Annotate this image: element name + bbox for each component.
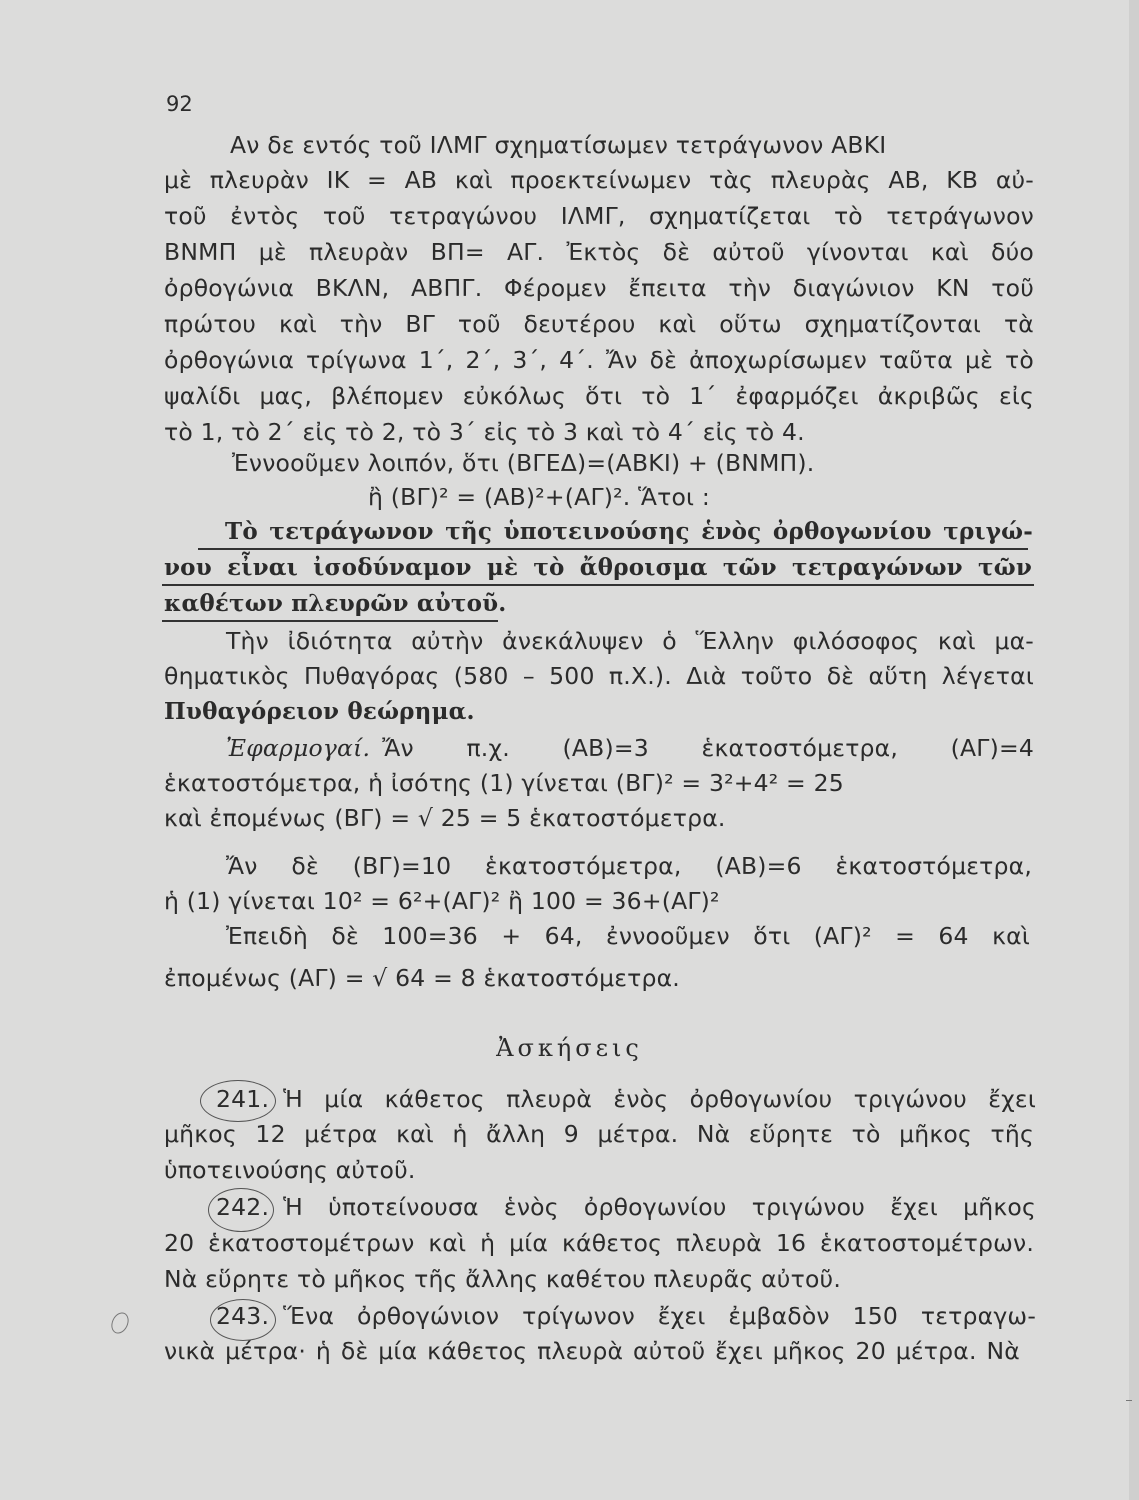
page-edge: [1129, 0, 1139, 1500]
text-line: πρώτου καὶ τὴν ΒΓ τοῦ δευτέρου καὶ οὕτω σχηματίζονται τὰ: [164, 310, 1034, 338]
exercise-text: Νὰ εὕρητε τὸ μῆκος τῆς ἄλλης καθέτου πλευρᾶς αὐτοῦ.: [164, 1265, 841, 1293]
exercise-text: μῆκος 12 μέτρα καὶ ἡ ἄλλη 9 μέτρα. Νὰ εὕρητε τὸ μῆκος τῆς: [164, 1120, 1034, 1148]
page-tick-mark: [1126, 1400, 1132, 1401]
exercise-243: [216, 1302, 1036, 1330]
text-line: Ἄν δὲ (ΒΓ)=10 ἑκατοστόμετρα, (ΑΒ)=6 ἑκατοστόμετρα,: [226, 852, 1032, 880]
exercise-text: ὑποτεινούσης αὐτοῦ.: [164, 1156, 416, 1184]
text-line: τοῦ ἐντὸς τοῦ τετραγώνου ΙΛΜΓ, σχηματίζεται τὸ τετράγωνον: [164, 202, 1034, 230]
text-line: ψαλίδι μας, βλέπομεν εὐκόλως ὅτι τὸ 1´ ἐφαρμόζει ἀκριβῶς εἰς: [164, 382, 1034, 410]
equation-line: ἢ (ΒΓ)² = (ΑΒ)²+(ΑΓ)². Ἅτοι :: [368, 483, 710, 511]
exercise-text: Ἡ ὑποτείνουσα ἑνὸς ὀρθογωνίου τριγώνου ἔχει μῆκος: [283, 1193, 1036, 1221]
text-line: ΒΝΜΠ μὲ πλευρὰν ΒΠ= ΑΓ. Ἐκτὸς δὲ αὐτοῦ γίνονται καὶ δύο: [164, 238, 1034, 266]
theorem-line: καθέτων πλευρῶν αὐτοῦ.: [164, 590, 507, 617]
text-line: ἑκατοστόμετρα, ἡ ἰσότης (1) γίνεται (ΒΓ)² = 3²+4² = 25: [164, 769, 844, 797]
exercise-text: 20 ἑκατοστομέτρων καὶ ἡ μία κάθετος πλευρὰ 16 ἑκατοστομέτρων.: [164, 1229, 1034, 1257]
theorem-line: νου εἶναι ἰσοδύναμον μὲ τὸ ἄθροισμα τῶν τετραγώνων τῶν: [164, 554, 1032, 581]
text-line: Αν δε εντός τοῦ ΙΛΜΓ σχηματίσωμεν τετράγωνον ΑΒΚΙ: [230, 131, 887, 159]
text-line: ἐπομένως (ΑΓ) = √ 64 = 8 ἑκατοστόμετρα.: [164, 964, 680, 992]
theorem-underline: [198, 548, 1028, 550]
text-line: ὀρθογώνια ΒΚΛΝ, ΑΒΠΓ. Φέρομεν ἔπειτα τὴν διαγώνιον ΚΝ τοῦ: [164, 274, 1034, 302]
text-line: τὸ 1, τὸ 2´ εἰς τὸ 2, τὸ 3´ εἰς τὸ 3 καὶ τὸ 4´ εἰς τὸ 4.: [164, 418, 805, 446]
theorem-underline: [162, 620, 498, 622]
applications-line: [226, 734, 1034, 762]
exercise-text: νικὰ μέτρα· ἡ δὲ μία κάθετος πλευρὰ αὐτοῦ ἔχει μῆκος 20 μέτρα. Νὰ: [164, 1337, 1020, 1365]
theorem-line: Τὸ τετράγωνον τῆς ὑποτεινούσης ἑνὸς ὀρθογωνίου τριγώ-: [225, 518, 1033, 545]
theorem-underline: [162, 584, 1034, 586]
text-line: θηματικὸς Πυθαγόρας (580 – 500 π.Χ.). Διὰ τοῦτο δὲ αὕτη λέγεται: [164, 662, 1034, 690]
exercise-number: 242.: [216, 1193, 270, 1221]
text-line: Τὴν ἰδιότητα αὐτὴν ἀνεκάλυψεν ὁ Ἕλλην φιλόσοφος καὶ μα-: [226, 627, 1034, 655]
exercise-number: 243.: [216, 1302, 270, 1330]
exercise-text: Ἡ μία κάθετος πλευρὰ ἑνὸς ὀρθογωνίου τριγώνου ἔχει: [283, 1085, 1036, 1113]
text-line: ἡ (1) γίνεται 10² = 6²+(ΑΓ)² ἢ 100 = 36+(ΑΓ)²: [164, 887, 720, 915]
exercise-241: [216, 1085, 1036, 1113]
text-line: Πυθαγόρειον θεώρημα.: [164, 698, 475, 725]
applications-label: Ἐφαρμογαί.: [226, 734, 371, 762]
text-line: μὲ πλευρὰν ΙΚ = ΑΒ καὶ προεκτείνωμεν τὰς πλευρὰς ΑΒ, ΚΒ αὐ-: [164, 166, 1034, 194]
exercises-heading: Ἀσκήσεις: [496, 1034, 643, 1062]
text-line: ὀρθογώνια τρίγωνα 1´, 2´, 3´, 4´. Ἄν δὲ ἀποχωρίσωμεν ταῦτα μὲ τὸ: [164, 346, 1034, 374]
exercise-242: [216, 1193, 1036, 1221]
text-line: καὶ ἐπομένως (ΒΓ) = √ 25 = 5 ἑκατοστόμετρα.: [164, 804, 726, 832]
exercise-text: Ἕνα ὀρθογώνιον τρίγωνον ἔχει ἐμβαδὸν 150 τετραγω-: [283, 1302, 1036, 1330]
handwritten-mark: [108, 1310, 132, 1337]
page-number: 92: [166, 92, 193, 116]
conclusion-line: Ἐννοοῦμεν λοιπόν, ὅτι (ΒΓΕΔ)=(ΑΒΚΙ) + (ΒΝΜΠ).: [232, 449, 815, 477]
text-span: Ἄν π.χ. (ΑΒ)=3 ἑκατοστόμετρα, (ΑΓ)=4: [382, 734, 1034, 762]
text-line: Ἐπειδὴ δὲ 100=36 + 64, ἐννοοῦμεν ὅτι (ΑΓ)² = 64 καὶ: [226, 922, 1030, 950]
exercise-number: 241.: [216, 1085, 270, 1113]
